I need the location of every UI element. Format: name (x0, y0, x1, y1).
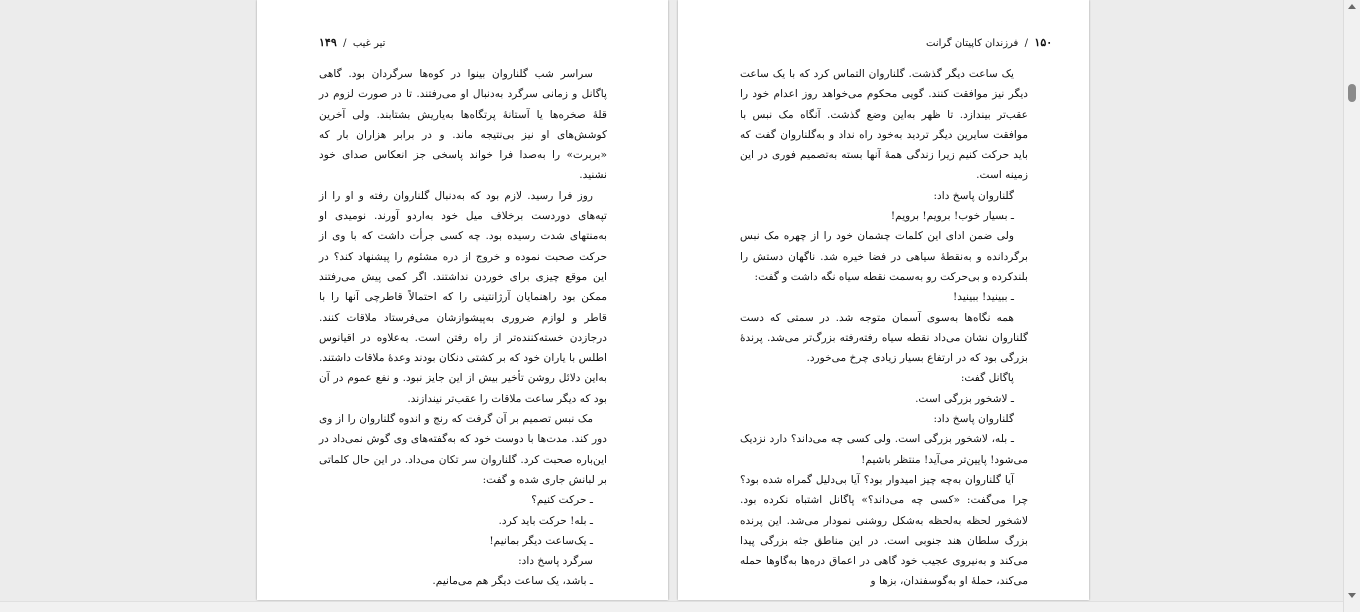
scroll-up-arrow-icon[interactable] (1348, 4, 1356, 9)
dialog-line: ـ بسیار خوب! برویم! برویم! (890, 210, 1014, 223)
dialog-line: سرگرد پاسخ داد: (518, 555, 593, 568)
chapter-title: فرزندان کاپیتان گرانت (926, 38, 1019, 49)
dialog-line: گلناروان پاسخ داد: (933, 413, 1014, 426)
paragraph: یک ساعت دیگر گذشت. گلناروان التماس کرد که با یک ساعت دیگر نیز موافقت کنند. گویی محکوم می‌خواهد روز اعدام خود را عقب‌تر بیندازد. تا ظهر به‌این وضع گذشت. آنگاه مک نبس با موافقت سایرین دیگر تردید به‌خود راه نداد و به‌گلناروان گفت که باید حرکت کنیم زیرا زندگی همهٔ آنها بسته به‌تصمیم فوری در این زمینه است. (740, 68, 1028, 182)
paragraph: همه نگاه‌ها به‌سوی آسمان متوجه شد. در سمتی که دست گلناروان نشان می‌داد نقطه سیاه رفته‌رفته بزرگ‌تر می‌شد. پرندهٔ بزرگی بود که در ارتفاع بسیار زیادی چرخ می‌خورد. (740, 311, 1028, 365)
paragraph: روز فرا رسید. لازم بود که به‌دنبال گلناروان رفته و او را از تپه‌های دوردست برخلاف میل خود به‌اردو آورند. نومیدی او به‌منتهای شدت رسیده بود. چه کسی جرأت داشت که با وی از حرکت صحبت نموده و خروج از دره مشئوم را پیشنهاد کند؟ در این موقع چیزی برای خوردن نداشتند. اگر کمی پیش می‌رفتند ممکن بود راهنمایان آرژانتینی را که احتمالاً قاطرچی آنها را با قاطر و لوازم ضروری به‌پیشوازشان می‌فرستاد ملاقات کنند. درجا‌زدن خسته‌کننده‌تر از راه رفتن است. به‌علاوه در اقیانوس اطلس با یاران خود که بر کشتی دنکان بودند وعدهٔ ملاقات داشتند. به‌این دلائل روشن تأخیر بیش از این جایز نبود. و نفع عموم در آن بود که دیگر ساعت ملاقات را عقب‌تر نیندازند. (319, 189, 607, 405)
page-text-right (740, 64, 1028, 592)
page-text-left (319, 64, 607, 592)
paragraph: ـ بله، لاشخور بزرگی است. ولی کسی چه می‌داند؟ دارد نزدیک می‌شود! پایین‌تر می‌آید! منتظر باشیم! (740, 433, 1028, 466)
dialog-line: ـ یک‌ساعت دیگر بمانیم! (489, 534, 593, 547)
dialog-line: گلناروان پاسخ داد: (933, 189, 1014, 202)
dialog-line: ـ بله! حرکت باید کرد. (498, 514, 593, 527)
dialog-line: ـ باشد، یک ساعت دیگر هم می‌مانیم. (432, 575, 593, 588)
scroll-down-arrow-icon[interactable] (1348, 593, 1356, 598)
page-header-left: تیر غیب / ۱۴۹ (319, 36, 386, 49)
chapter-title: تیر غیب (352, 38, 386, 49)
dialog-line: ـ حرکت کنیم؟ (531, 494, 593, 507)
dialog-line: ـ لاشخور بزرگی است. (915, 392, 1014, 405)
vertical-scrollbar[interactable] (1343, 0, 1360, 612)
dialog-line: پاگانل گفت: (960, 372, 1014, 385)
paragraph: آیا گلناروان به‌چه چیز امیدوار بود؟ آیا بی‌دلیل گمراه شده بود؟ چرا می‌گفت: «کسی چه می‌داند؟» پاگانل اشتباه نکرده بود. لاشخور لحظه به‌لحظه به‌شکل روشنی نمودار می‌شد. این پرنده بزرگ سلطان هند جنوبی است. در این مناطق جثه بزرگی پیدا می‌کند و به‌نیروی عجیب خود گاهی در اعماق دره‌ها به‌گاوها حمله می‌کند، حملهٔ او به‌گوسفندان، بزها و (740, 473, 1028, 588)
scroll-thumb[interactable] (1348, 84, 1356, 102)
paragraph: ولی ضمن ادای این کلمات چشمان خود را از چهره مک نبس برگردانده و به‌نقطهٔ سیاهی در فضا خیره شد. ناگهان دستش را بلندکرده و بی‌حرکت رو به‌سمت نقطه سیاه نگه داشت و گفت: (740, 230, 1028, 283)
page-number: ۱۵۰ (1034, 36, 1053, 49)
horizontal-scroll-track[interactable] (0, 601, 1344, 612)
page-right (678, 0, 1089, 600)
page-number: ۱۴۹ (319, 36, 337, 49)
page-left (257, 0, 668, 600)
paragraph: مک نبس تصمیم بر آن گرفت که رنج و اندوه گلناروان را از وی دور کند. مدت‌ها با دوست خود که به‌گفته‌های وی گوش نمی‌داد در این‌باره صحبت کرد. گلناروان سر تکان می‌داد. در این حال کلماتی بر لبانش جاری شده و گفت: (319, 413, 607, 486)
dialog-line: ـ ببینید! ببینید! (953, 291, 1014, 304)
page-header-right: ۱۵۰ / فرزندان کاپیتان گرانت (926, 36, 1053, 49)
paragraph: سراسر شب گلناروان بینوا در کوه‌ها سرگردان بود. گاهی پاگانل و زمانی سرگرد به‌دنبال او می‌رفتند. تا در صورت لزوم در قلهٔ صخره‌ها یا آستانهٔ پرتگاه‌ها به‌یاریش بشتابند. ولی آخرین کوشش‌های او نیز بی‌نتیجه ماند. و در برابر هزاران بار که «بربرت» را به‌صدا فرا خواند پاسخی جز انعکاس صدای خود نشنید. (319, 68, 607, 182)
